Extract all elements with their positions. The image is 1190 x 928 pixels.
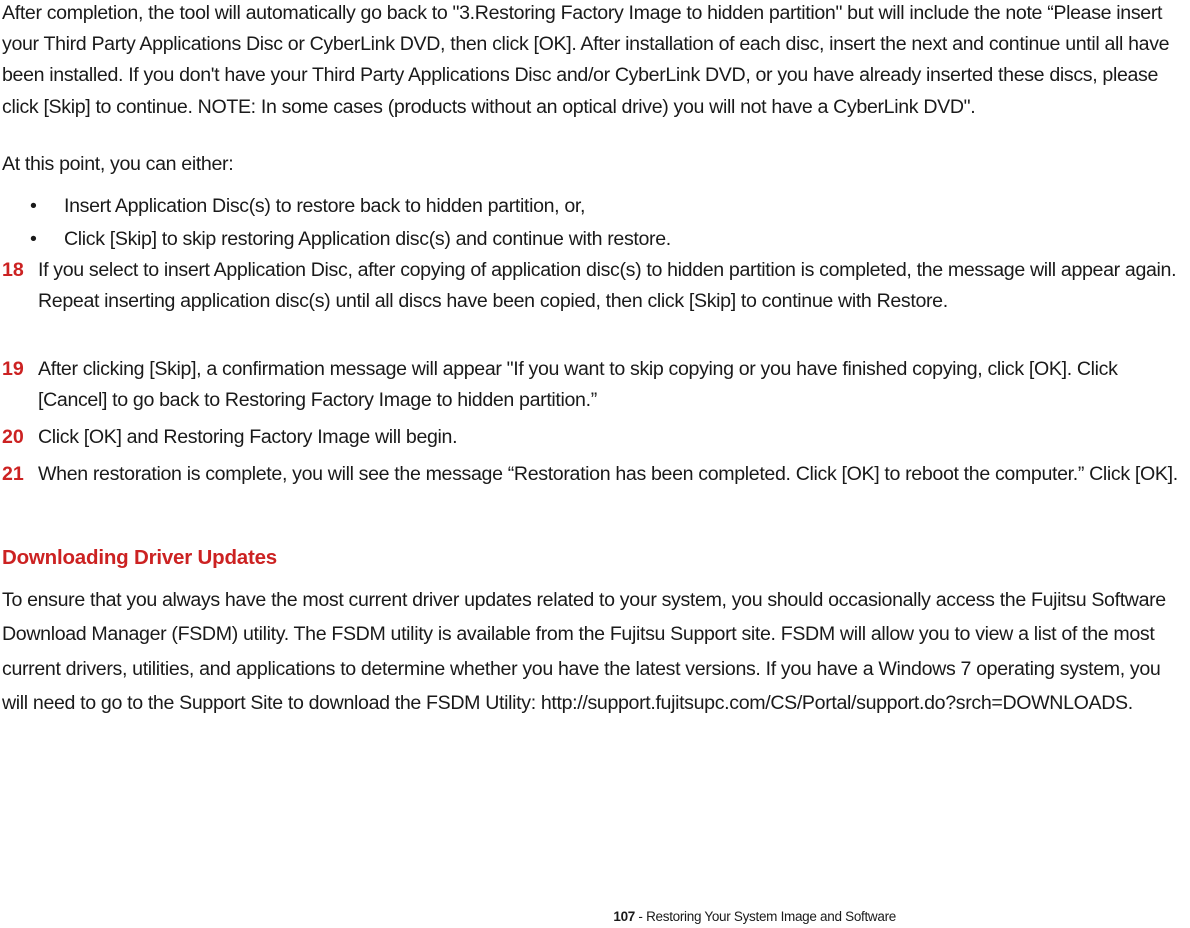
- bullet-text: Insert Application Disc(s) to restore back to hidden partition, or,: [64, 195, 586, 217]
- bullet-list: [30, 190, 671, 256]
- step-item: [0, 459, 1190, 490]
- step-text: Click [OK] and Restoring Factory Image will begin.: [38, 426, 458, 448]
- bullet-icon: •: [30, 228, 37, 250]
- step-item: [0, 422, 1190, 453]
- footer-title: Restoring Your System Image and Software: [646, 909, 896, 924]
- page-footer: [0, 907, 896, 927]
- step-text: After clicking [Skip], a confirmation message will appear "If you want to skip copying or you have finished copying, click [OK]. Click [Cancel] to go back to Restoring Factory Image to hidden partition.”: [38, 358, 1118, 412]
- step-number: 20: [2, 426, 24, 448]
- step-item: [0, 354, 1190, 416]
- bullet-text: Click [Skip] to skip restoring Application disc(s) and continue with restore.: [64, 228, 671, 250]
- section-heading: Downloading Driver Updates: [2, 546, 278, 569]
- bullet-item: [30, 190, 671, 223]
- page-number: 107: [613, 909, 635, 924]
- intro-paragraph: After completion, the tool will automatically go back to "3.Restoring Factory Image to hidden partition" but will include the note “Please insert your Third Party Applications Disc or CyberLink DVD, then click [OK]. After installation of each disc, insert the next and continue until all have been installed. If you don't have your Third Party Applications Disc and/or CyberLink DVD, or you have already inserted these discs, please click [Skip] to continue. NOTE: In some cases (products without an optical drive) you will not have a CyberLink DVD".: [2, 2, 1170, 118]
- bullet-item: [30, 223, 671, 256]
- lead-text: At this point, you can either:: [2, 153, 234, 175]
- step-number: 19: [2, 358, 24, 380]
- step-number: 18: [2, 259, 24, 281]
- step-text: If you select to insert Application Disc, after copying of application disc(s) to hidden partition is completed, the message will appear again. Repeat inserting application disc(s) until all discs have been copied, then click [Skip] to continue with Restore.: [38, 259, 1177, 313]
- section-body: To ensure that you always have the most current driver updates related to your system, you should occasionally access the Fujitsu Software Download Manager (FSDM) utility. The FSDM utility is available from the Fujitsu Support site. FSDM will allow you to view a list of the most current drivers, utilities, and applications to determine whether you have the latest versions. If you have a Windows 7 operating system, you will need to go to the Support Site to download the FSDM Utility: http://support.fujitsupc.com/CS/Portal/support.do?srch=DOWNLOADS.: [2, 589, 1166, 715]
- bullet-icon: •: [30, 195, 37, 217]
- step-text: When restoration is complete, you will see the message “Restoration has been completed. Click [OK] to reboot the computer.” Click [OK].: [38, 463, 1178, 485]
- footer-separator: -: [634, 909, 647, 924]
- step-number: 21: [2, 463, 24, 485]
- step-item: [0, 255, 1190, 317]
